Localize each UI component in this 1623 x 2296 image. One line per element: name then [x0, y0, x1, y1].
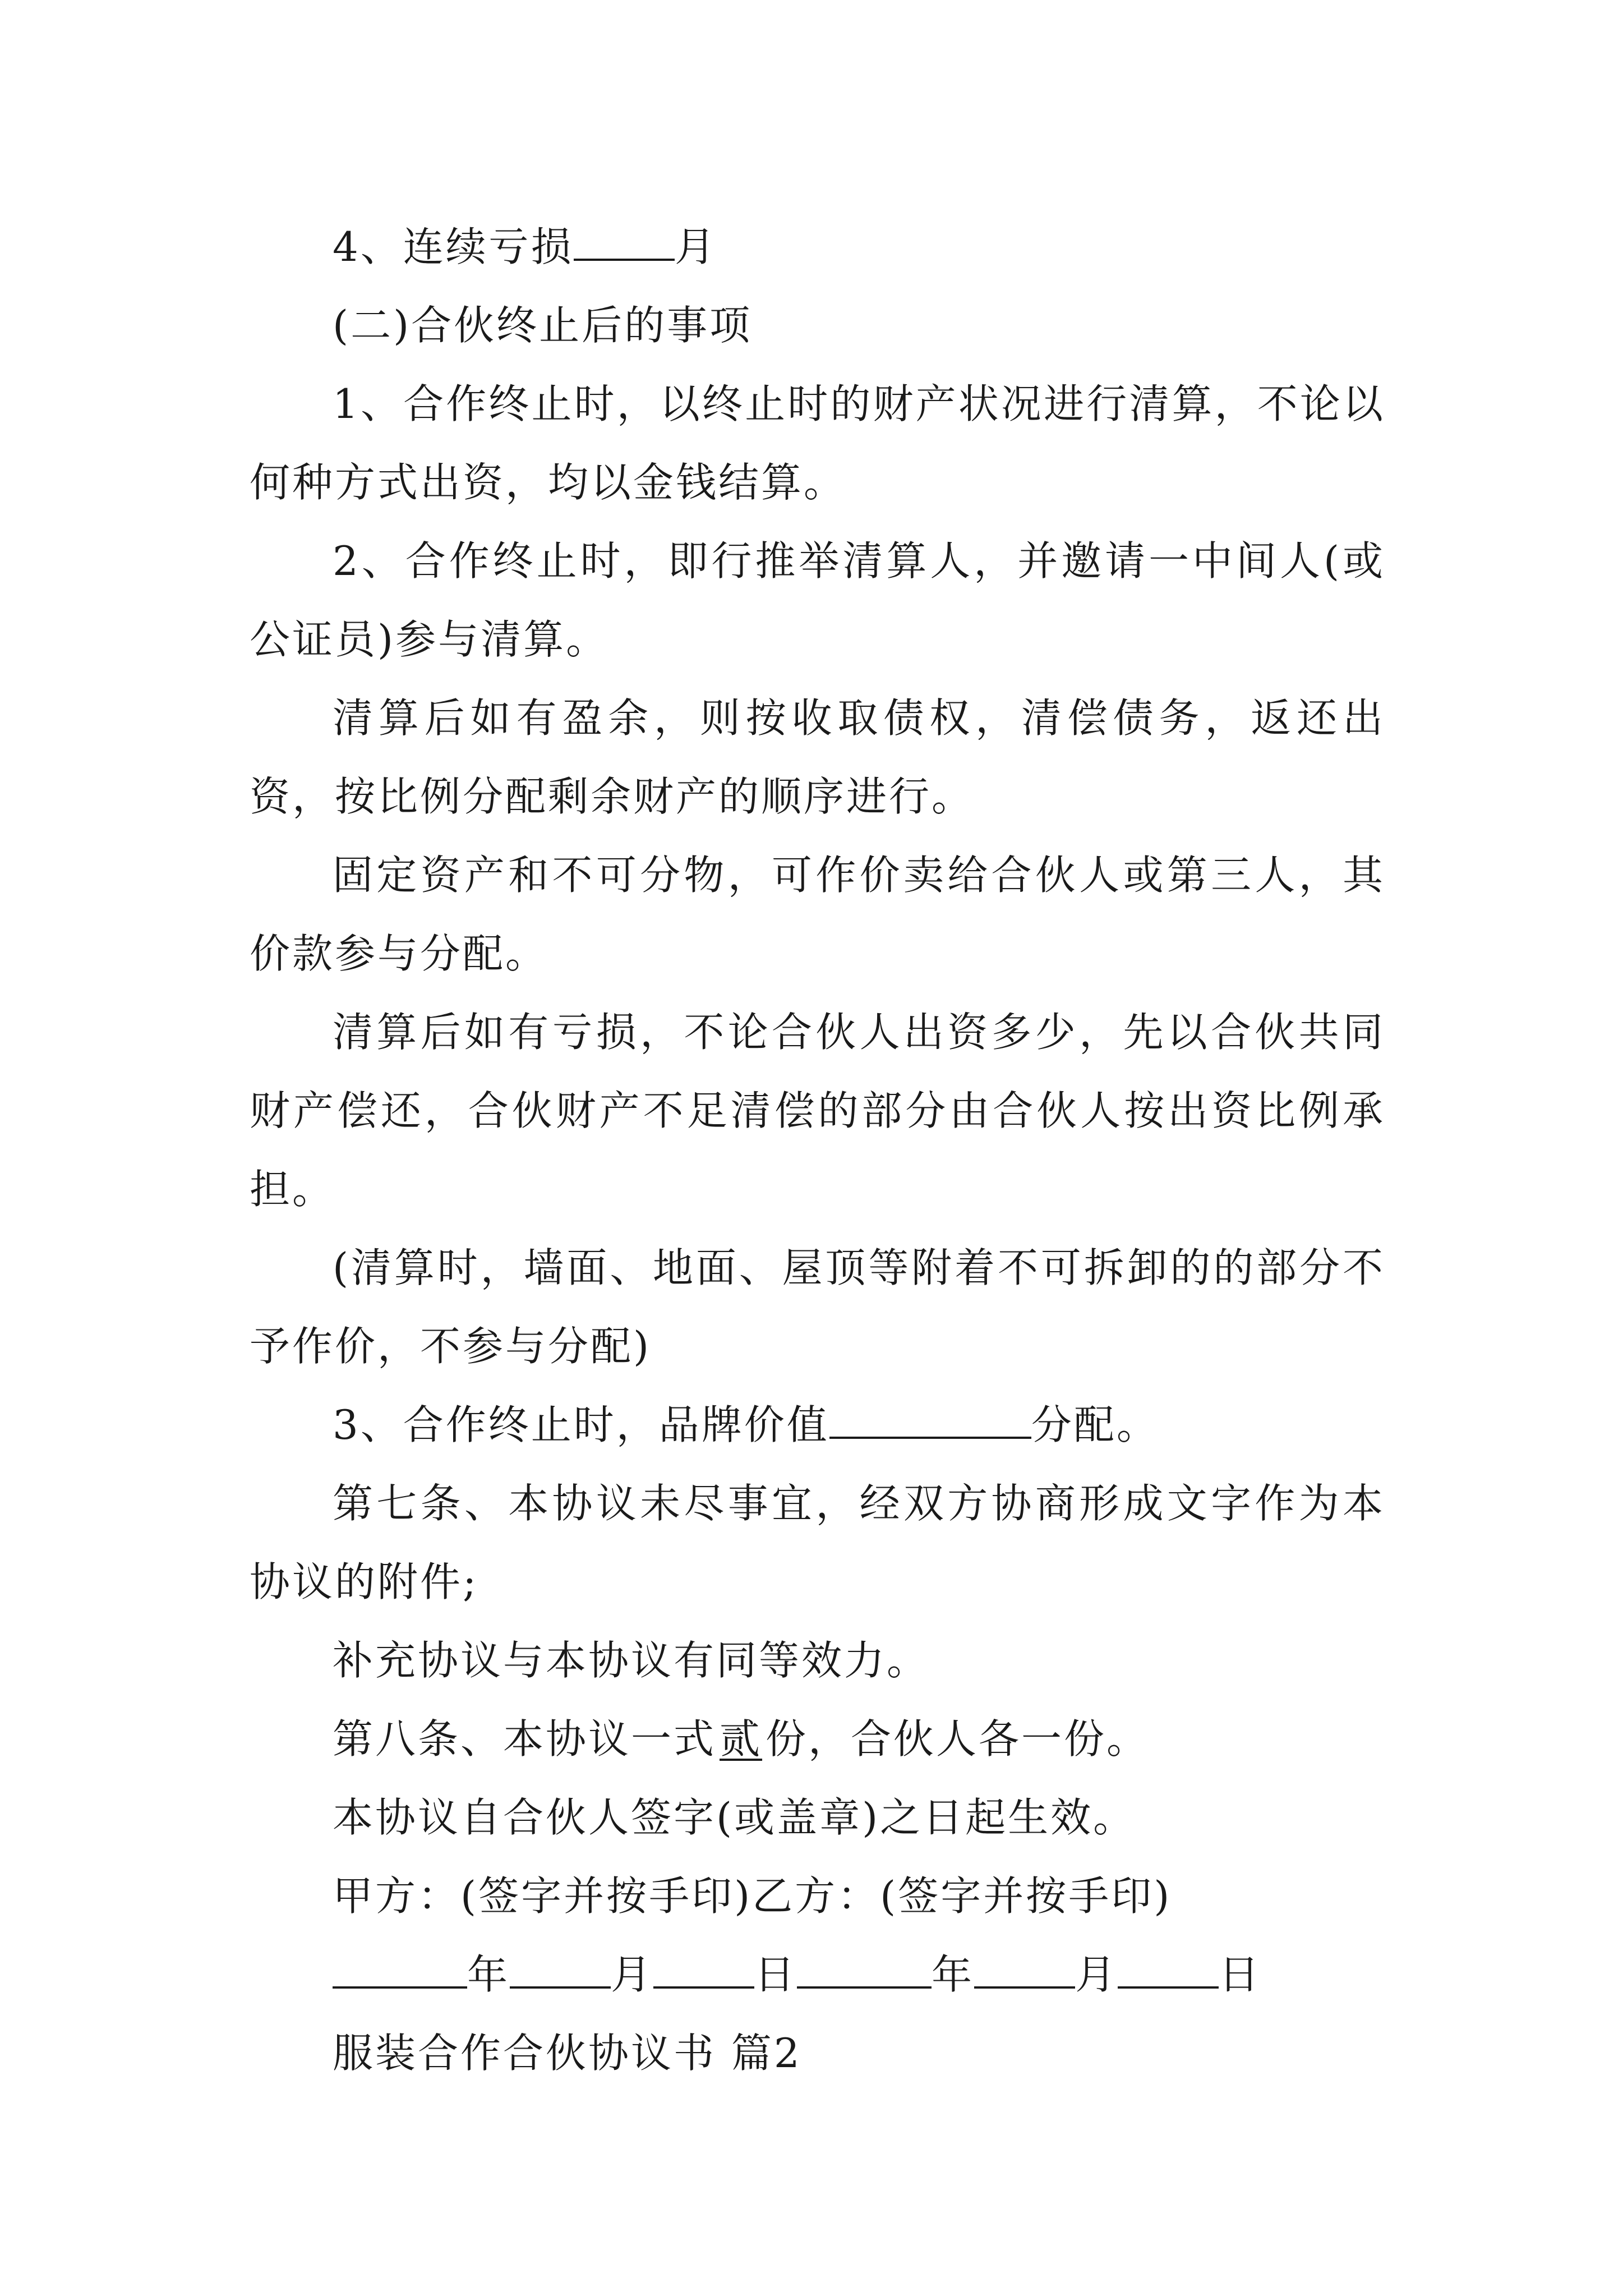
filled-copies: 贰 [720, 1715, 763, 1763]
paragraph-article-eight: 第八条、本协议一式贰份，合伙人各一份。 [333, 1715, 1150, 1763]
paragraph-loss-handling: 清算后如有亏损，不论合伙人出资多少，先以合伙共同财产偿还，合伙财产不足清偿的部分由合伙人按出资比例承担。 [250, 1009, 1385, 1213]
blank-brand-value [829, 1401, 1031, 1439]
paragraph-fixed-assets: 固定资产和不可分物，可作价卖给合伙人或第三人，其价款参与分配。 [250, 852, 1385, 977]
paragraph-surplus-distribution: 清算后如有盈余，则按收取债权，清偿债务，返还出资，按比例分配剩余财产的顺序进行。 [250, 694, 1385, 820]
paragraph-dates: 年 月 日 年 月 日 [250, 1935, 1385, 2014]
paragraph-consecutive-loss: 4、连续亏损 月 [333, 223, 717, 270]
blank-year-b [797, 1950, 932, 1989]
document-body [250, 208, 1385, 2092]
blank-month-a [510, 1950, 611, 1989]
paragraph-termination-liquidation: 1、合作终止时，以终止时的财产状况进行清算，不论以何种方式出资，均以金钱结算。 [250, 380, 1385, 506]
paragraph-liquidator-election: 2、合作终止时，即行推举清算人，并邀请一中间人(或公证员)参与清算。 [250, 537, 1385, 663]
blank-day-b [1118, 1950, 1219, 1989]
blank-months [574, 223, 675, 261]
blank-day-a [653, 1950, 754, 1989]
section-title-part-2: 服装合作合伙协议书 篇2 [333, 2030, 802, 2077]
paragraph-supplementary: 补充协议与本协议有同等效力。 [333, 1637, 930, 1684]
section-heading-after-termination: (二)合伙终止后的事项 [333, 302, 753, 349]
paragraph-effective: 本协议自合伙人签字(或盖章)之日起生效。 [333, 1794, 1136, 1841]
blank-month-b [974, 1950, 1075, 1989]
paragraph-article-seven: 第七条、本协议未尽事宜，经双方协商形成文字作为本协议的附件; [250, 1480, 1385, 1605]
blank-year-a [333, 1950, 467, 1989]
paragraph-brand-value: 3、合作终止时，品牌价值 分配。 [333, 1401, 1159, 1448]
paragraph-signatures: 甲方：(签字并按手印)乙方：(签字并按手印) [333, 1872, 1172, 1920]
paragraph-fixtures-note: (清算时，墙面、地面、屋顶等附着不可拆卸的的部分不予作价，不参与分配) [250, 1244, 1385, 1370]
